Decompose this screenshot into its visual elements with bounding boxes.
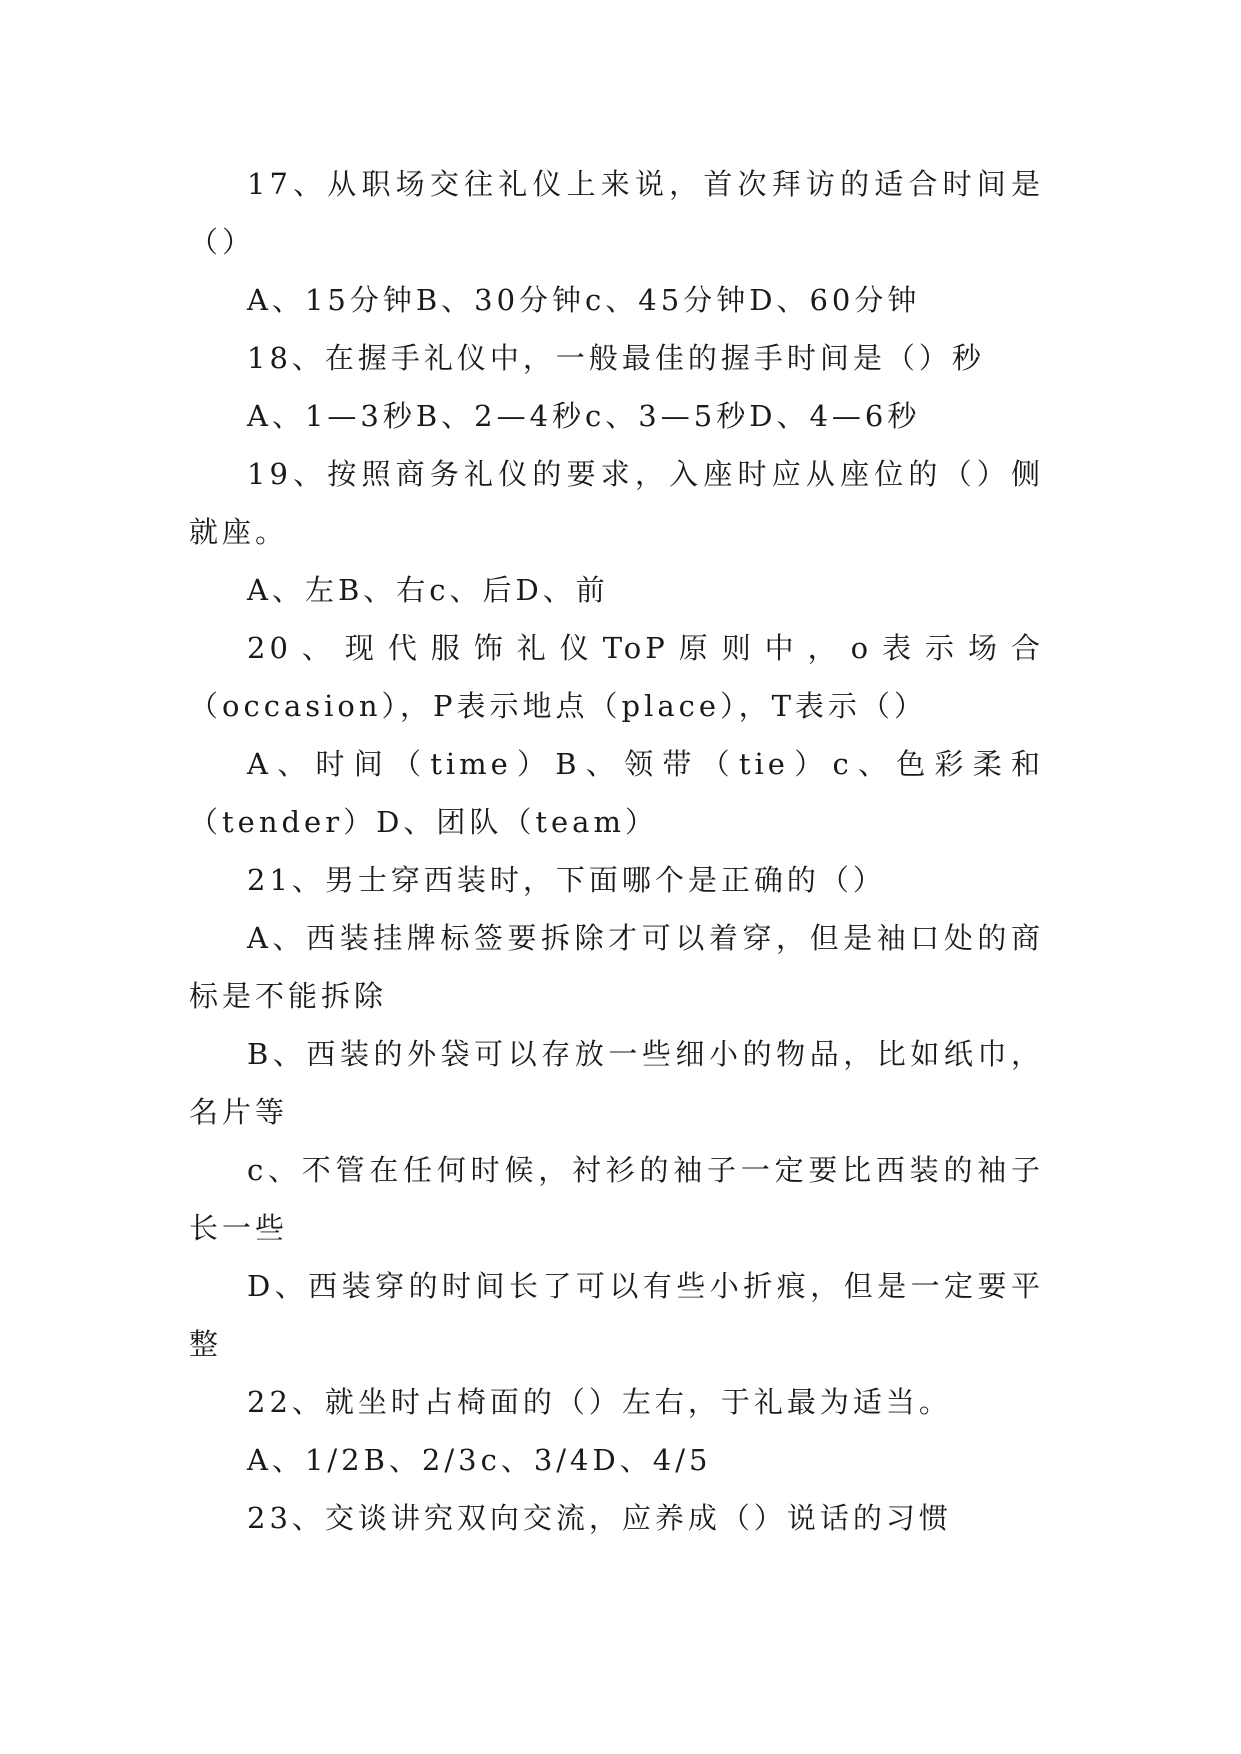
question-18: 18、在握手礼仪中，一般最佳的握手时间是（）秒 [247, 341, 985, 375]
question-17-options: A、15分钟B、30分钟c、45分钟D、60分钟 [247, 283, 921, 317]
question-18-options: A、1—3秒B、2—4秒c、3—5秒D、4—6秒 [247, 399, 921, 433]
question-21-option-c: c、不管在任何时候，衬衫的袖子一定要比西装的袖子长一些 [189, 1153, 1044, 1245]
question-17: 17、从职场交往礼仪上来说，首次拜访的适合时间是（） [189, 167, 1044, 259]
question-19: 19、按照商务礼仪的要求，入座时应从座位的（）侧就座。 [189, 457, 1044, 549]
question-22: 22、就坐时占椅面的（）左右，于礼最为适当。 [247, 1385, 952, 1419]
question-19-options: A、左B、右c、后D、前 [247, 573, 609, 607]
question-21-option-b: B、西装的外袋可以存放一些细小的物品，比如纸巾，名片等 [189, 1037, 1044, 1129]
question-20: 20、现代服饰礼仪ToP原则中，o表示场合（occasion），P表示地点（place），T表示（） [189, 631, 1044, 723]
question-23: 23、交谈讲究双向交流，应养成（）说话的习惯 [247, 1501, 952, 1535]
document-page [189, 155, 1044, 1547]
question-22-options: A、1/2B、2/3c、3/4D、4/5 [247, 1443, 712, 1477]
question-21-option-d: D、西装穿的时间长了可以有些小折痕，但是一定要平整 [189, 1269, 1044, 1361]
question-21: 21、男士穿西装时，下面哪个是正确的（） [247, 863, 886, 897]
question-21-option-a: A、西装挂牌标签要拆除才可以着穿，但是袖口处的商标是不能拆除 [189, 921, 1044, 1013]
question-20-options: A、时间（time）B、领带（tie）c、色彩柔和（tender）D、团队（team） [189, 747, 1044, 839]
